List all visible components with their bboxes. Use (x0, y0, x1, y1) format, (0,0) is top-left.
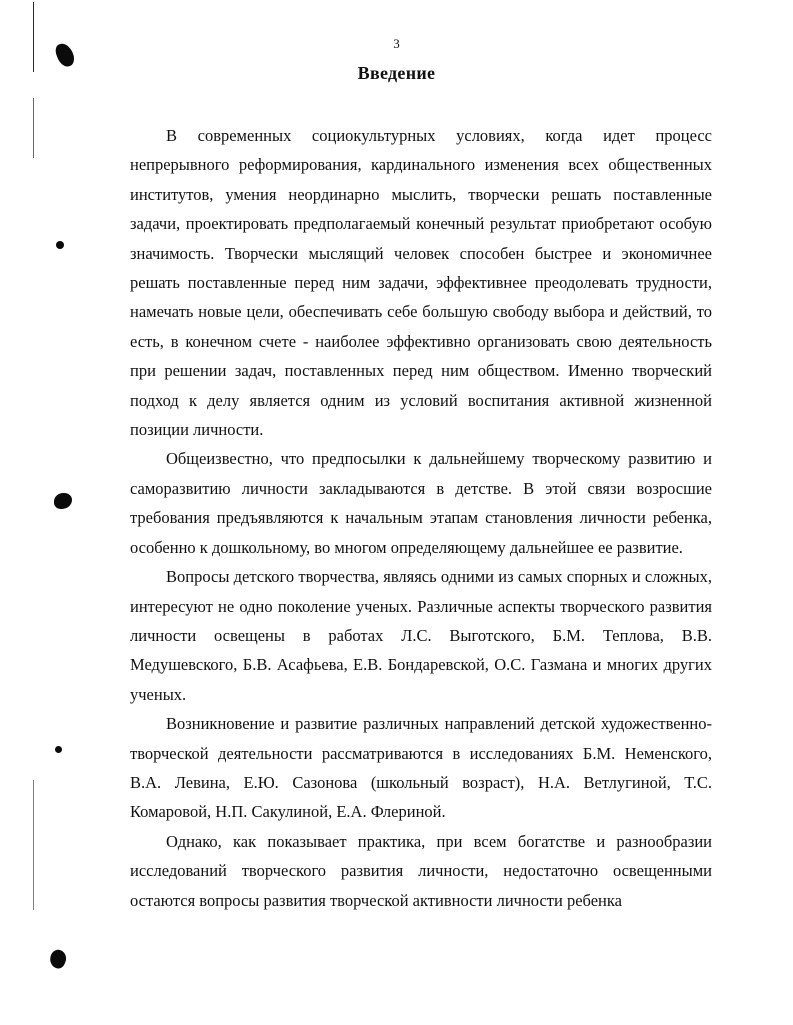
page-number: 3 (393, 36, 400, 51)
punch-hole-mark (54, 493, 72, 509)
paragraph-5: Однако, как показывает практика, при всем богатстве и разнообразии исследований творческого развития личности, недостаточно освещенными остаются вопросы развития творческой активности личности ребенка (130, 831, 712, 910)
paragraph-2: Общеизвестно, что предпосылки к дальнейшему творческому развитию и саморазвитию личности закладываются в детстве. В этой связи возросшие требования предъявляются к начальным этапам становления личности ребенка, особенно к дошкольному, во многом определяющему дальнейшее ее развитие. (130, 449, 712, 557)
paragraph-1: В современных социокультурных условиях, когда идет процесс непрерывного реформирования, кардинального изменения всех общественных институтов, умения неординарно мыслить, творчески решать поставленные задачи, проектировать предполагаемый конечный результат приобретают особую значимость. Творчески мыслящий человек способен быстрее и экономичнее решать поставленные перед ним задачи, эффективнее преодолевать трудности, намечать новые цели, обеспечивать себе большую свободу выбора и действий, то есть, в конечном счете - наиболее эффективно организовать свою деятельность при решении задач, поставленных перед ним обществом. Именно творческий подход к делу является одним из условий воспитания активной жизненной позиции личности. (130, 126, 712, 440)
paragraph-4: Возникновение и развитие различных направлений детской художественно-творческой деятельности рассматриваются в исследованиях Б.М. Неменского, В.А. Левина, Е.Ю. Сазонова (школьный возраст), Н.А. Ветлугиной, Т.С. Комаровой, Н.П. Сакулиной, Е.А. Флериной. (130, 714, 712, 822)
paragraph-3: Вопросы детского творчества, являясь одними из самых спорных и сложных, интересуют не одно поколение ученых. Различные аспекты творческого развития личности освещены в работах Л.С. Выготского, Б.М. Теплова, В.В. Медушевского, Б.В. Асафьева, Е.В. Бондаревской, О.С. Газмана и многих других ученых. (130, 567, 712, 704)
punch-hole-mark (55, 746, 62, 753)
page-title: Введение (357, 63, 436, 83)
scan-margin-line (33, 98, 34, 158)
punch-hole-mark (47, 947, 69, 970)
punch-hole-mark (56, 241, 64, 249)
scan-margin-line (33, 780, 34, 910)
body-text (130, 121, 712, 915)
